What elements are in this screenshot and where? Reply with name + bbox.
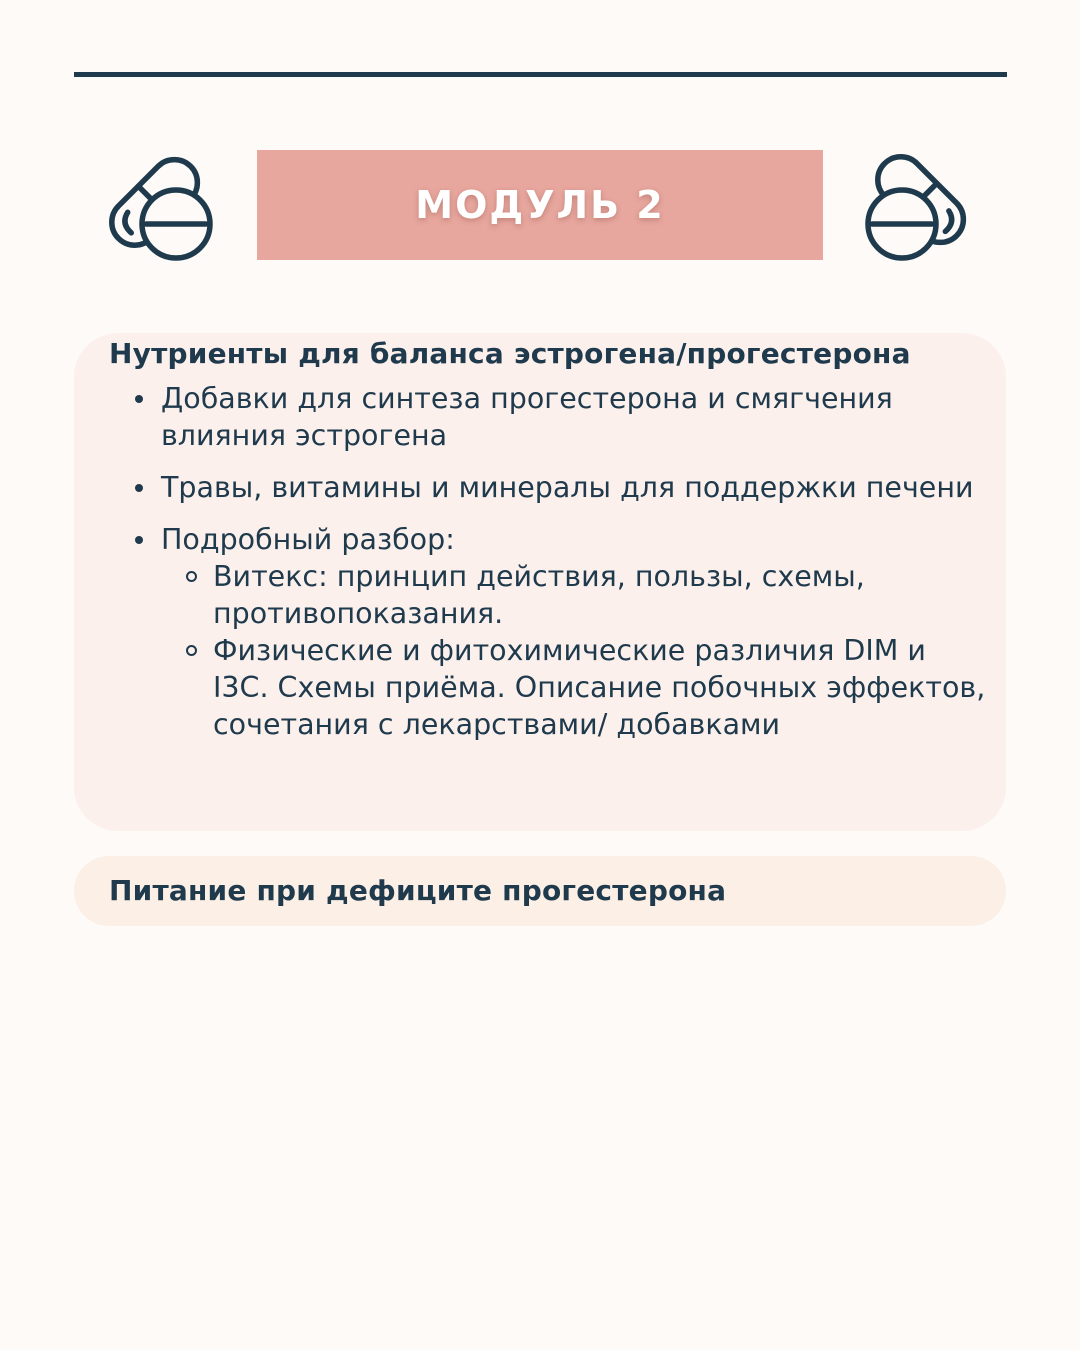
list-item-text: Травы, витамины и минералы для поддержки печени bbox=[161, 471, 974, 504]
hollow-bullet-icon bbox=[186, 571, 197, 582]
section-card-nutrition bbox=[74, 856, 1006, 926]
sub-item-text: Витекс: принцип действия, пользы, схемы, противопоказания. bbox=[213, 560, 865, 630]
capsule-pill-icon bbox=[860, 146, 984, 264]
sub-list-item bbox=[161, 632, 986, 743]
list-item bbox=[109, 521, 986, 743]
section-card-nutrients bbox=[74, 333, 1006, 831]
list-item bbox=[109, 469, 986, 506]
sub-item-text: Физические и фитохимические различия DIM и I3C. Схемы приёма. Описание побочных эффектов, сочетания с лекарствами/ добавками bbox=[213, 634, 986, 741]
list-item bbox=[109, 380, 986, 454]
section-title: Питание при дефиците прогестерона bbox=[109, 874, 727, 907]
module-title: МОДУЛЬ 2 bbox=[415, 183, 665, 227]
hollow-bullet-icon bbox=[186, 645, 197, 656]
capsule-pill-icon bbox=[94, 146, 218, 264]
list-item-text: Подробный разбор: bbox=[161, 523, 455, 556]
top-divider bbox=[74, 72, 1007, 77]
list-item-text: Добавки для синтеза прогестерона и смягчения влияния эстрогена bbox=[161, 382, 893, 452]
section-title: Нутриенты для баланса эстрогена/прогестерона bbox=[109, 337, 911, 370]
bullet-list bbox=[109, 380, 986, 743]
module-banner bbox=[257, 150, 823, 260]
module-header bbox=[0, 150, 1080, 260]
bullet-dot-icon bbox=[135, 395, 143, 403]
bullet-dot-icon bbox=[135, 484, 143, 492]
sub-list-item bbox=[161, 558, 986, 632]
bullet-dot-icon bbox=[135, 536, 143, 544]
sub-list bbox=[161, 558, 986, 743]
